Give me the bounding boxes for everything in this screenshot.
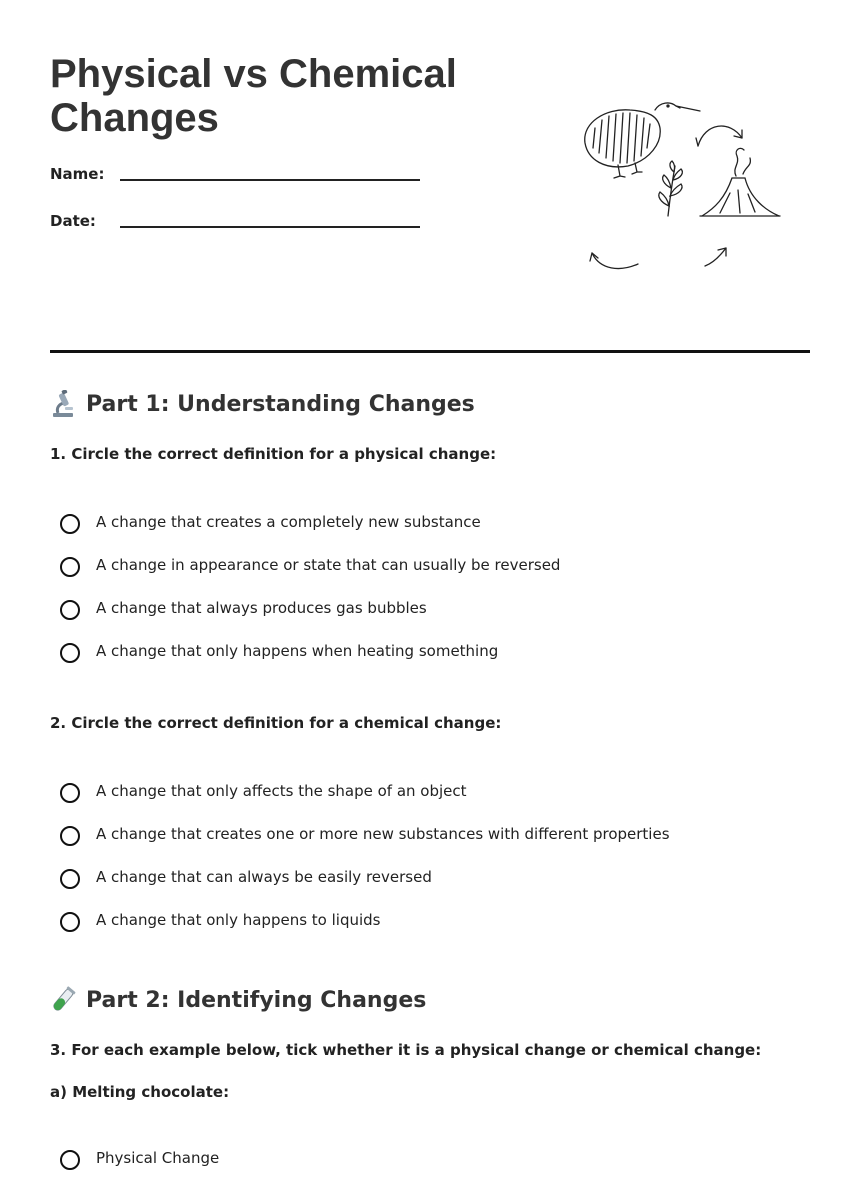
option-q1-d[interactable]: [60, 629, 800, 672]
question-2: 2. Circle the correct definition for a chemical change:: [50, 714, 502, 732]
name-field[interactable]: [50, 165, 420, 189]
question-3: 3. For each example below, tick whether it is a physical change or chemical change:: [50, 1041, 762, 1059]
question-1-options: [60, 500, 800, 672]
name-label: Name:: [50, 165, 105, 183]
option-q2-b[interactable]: [60, 812, 800, 855]
option-q1-c[interactable]: [60, 586, 800, 629]
fern-icon: [659, 161, 682, 216]
microscope-icon: [50, 390, 76, 418]
option-text: A change that only happens when heating something: [96, 641, 499, 660]
part2-title: Part 2: Identifying Changes: [86, 987, 427, 1013]
radio-circle[interactable]: [60, 557, 80, 577]
volcano-icon: [700, 148, 780, 216]
option-q2-d[interactable]: [60, 898, 800, 941]
kiwi-volcano-fern-cycle-illustration: [580, 98, 785, 273]
question-3a-options: [60, 1136, 800, 1179]
radio-circle[interactable]: [60, 869, 80, 889]
date-label: Date:: [50, 212, 96, 230]
kiwi-icon: [585, 103, 700, 178]
part1-heading: [50, 390, 475, 418]
option-q1-b[interactable]: [60, 543, 800, 586]
question-2-options: [60, 769, 800, 941]
question-3a: a) Melting chocolate:: [50, 1083, 230, 1101]
option-q2-a[interactable]: [60, 769, 800, 812]
radio-circle[interactable]: [60, 600, 80, 620]
option-q1-a[interactable]: [60, 500, 800, 543]
option-text: A change that only affects the shape of an object: [96, 781, 467, 800]
date-field[interactable]: [50, 212, 420, 236]
radio-circle[interactable]: [60, 514, 80, 534]
radio-circle[interactable]: [60, 826, 80, 846]
option-text: Physical Change: [96, 1148, 220, 1167]
part2-heading: [50, 986, 426, 1014]
test-tube-icon: [50, 986, 76, 1014]
option-text: A change that creates one or more new substances with different properties: [96, 824, 670, 843]
option-text: A change that always produces gas bubbles: [96, 598, 427, 617]
option-text: A change in appearance or state that can usually be reversed: [96, 555, 561, 574]
date-input-line[interactable]: [120, 226, 420, 228]
header-divider: [50, 350, 810, 353]
name-input-line[interactable]: [120, 179, 420, 181]
option-text: A change that creates a completely new substance: [96, 512, 481, 531]
radio-circle[interactable]: [60, 783, 80, 803]
page-title: Physical vs Chemical Changes: [50, 52, 457, 140]
radio-circle[interactable]: [60, 643, 80, 663]
radio-circle[interactable]: [60, 1150, 80, 1170]
option-text: A change that only happens to liquids: [96, 910, 381, 929]
radio-circle[interactable]: [60, 912, 80, 932]
option-q2-c[interactable]: [60, 855, 800, 898]
question-1: 1. Circle the correct definition for a physical change:: [50, 445, 497, 463]
option-q3a-physical[interactable]: [60, 1136, 800, 1179]
option-text: A change that can always be easily reversed: [96, 867, 432, 886]
part1-title: Part 1: Understanding Changes: [86, 391, 475, 417]
